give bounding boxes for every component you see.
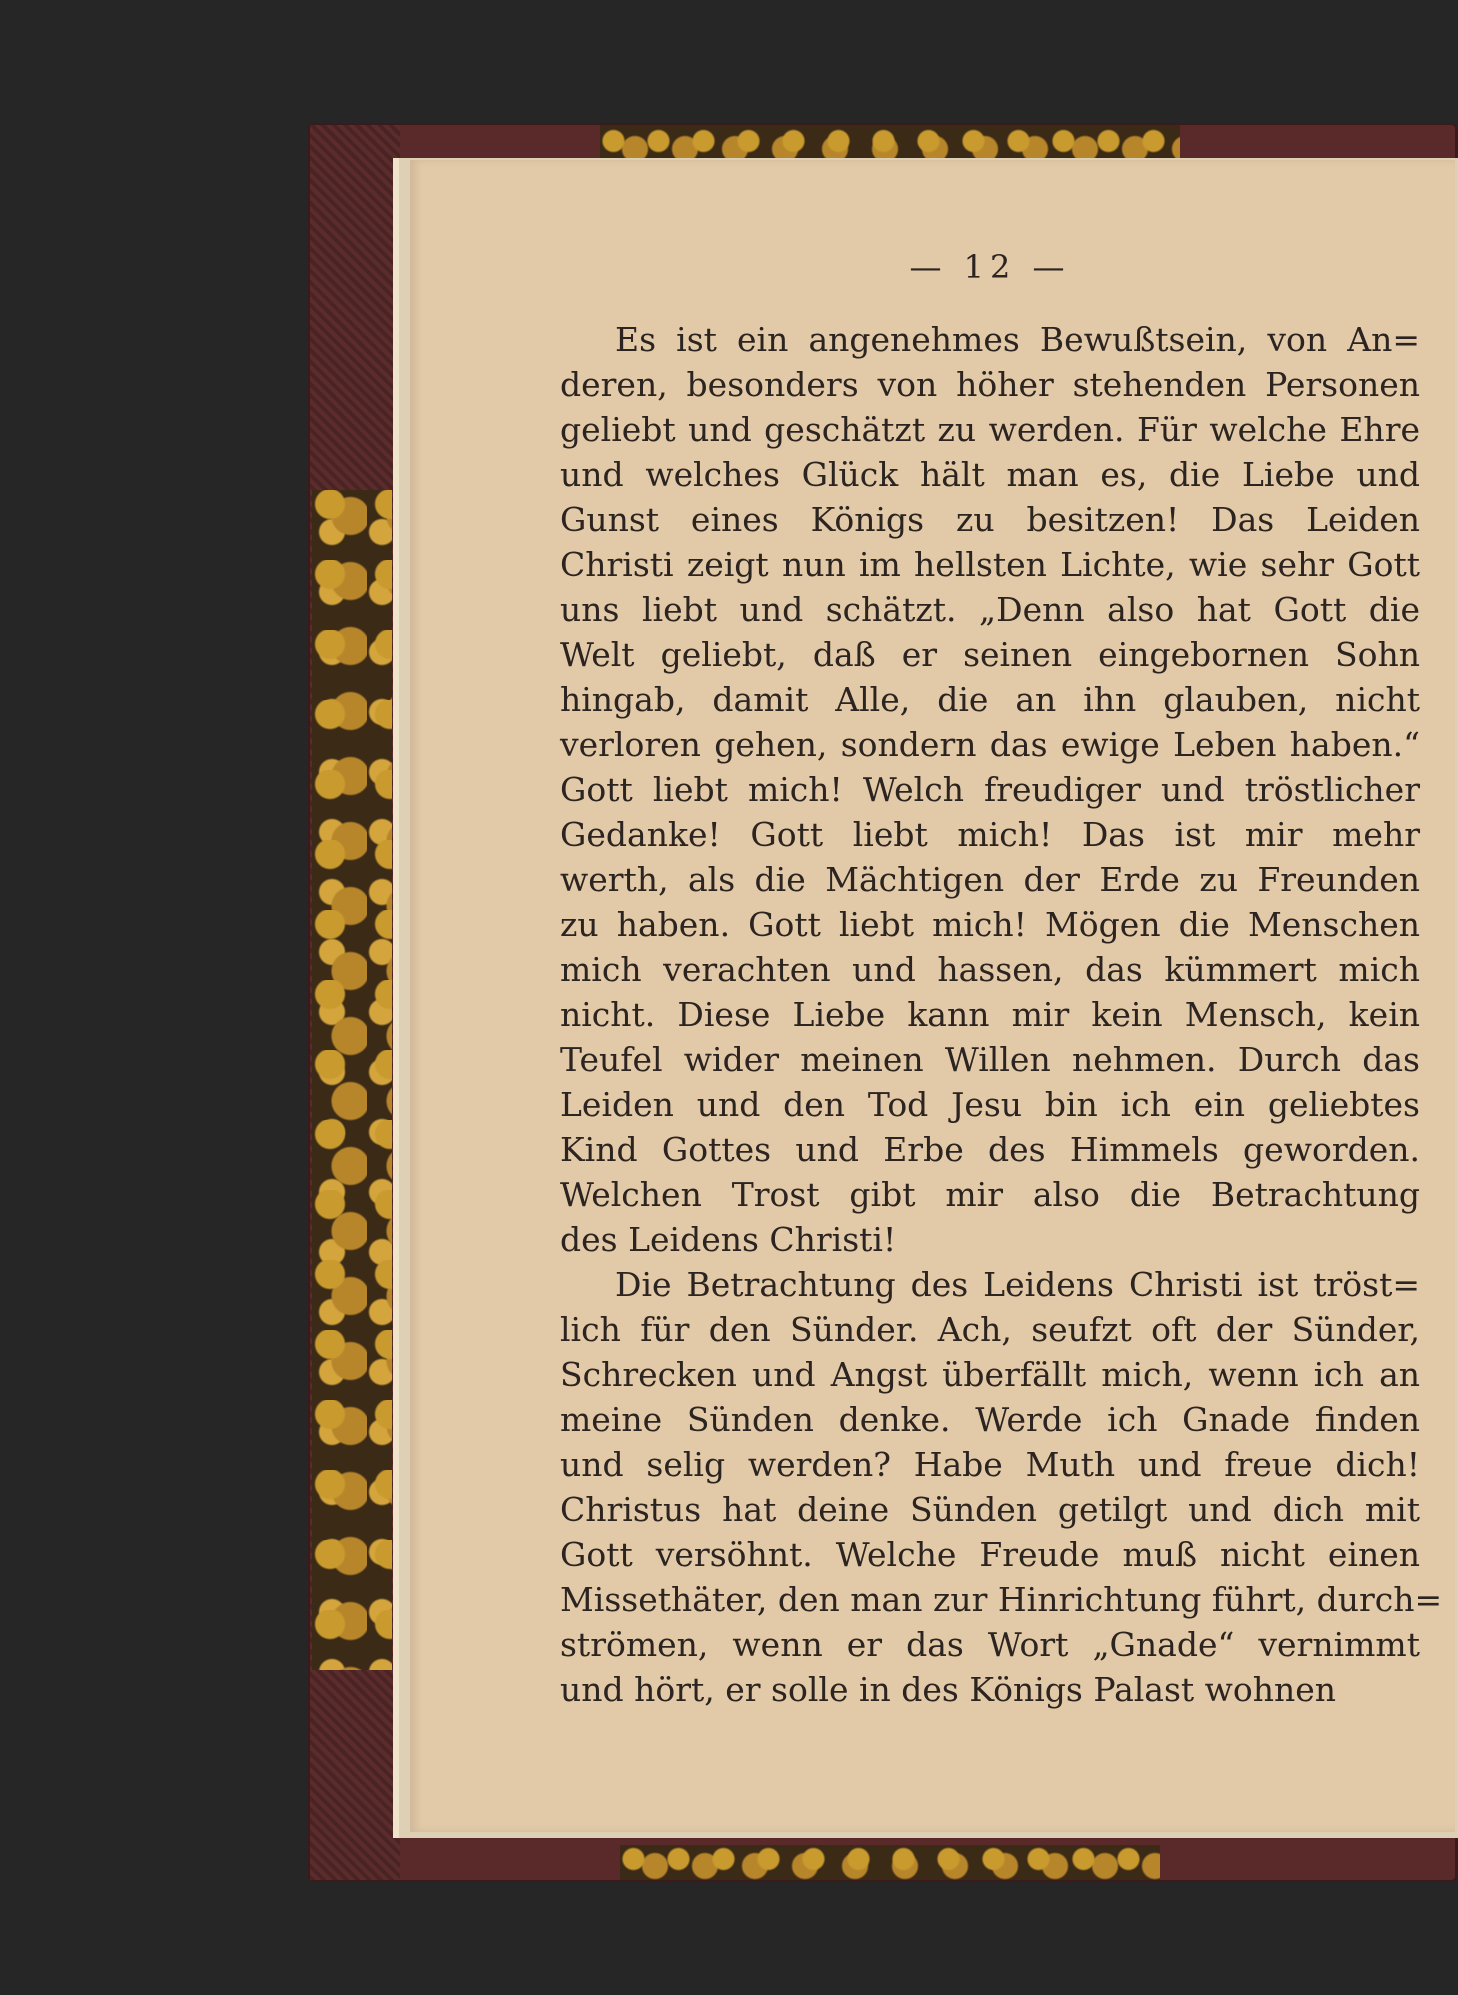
text-line: Christi zeigt nun im hellsten Lichte, wie sehr Gott <box>560 545 1420 584</box>
text-line: Missethäter, den man zur Hinrichtung führt, durch= <box>560 1580 1443 1619</box>
text-line: und hört, er solle in des Königs Palast wohnen <box>560 1670 1337 1709</box>
text-line: werth, als die Mächtigen der Erde zu Freunden <box>560 860 1420 899</box>
text-line: des Leidens Christi! <box>560 1220 897 1259</box>
text-line: Gott versöhnt. Welche Freude muß nicht einen <box>560 1535 1420 1574</box>
text-line: Welt geliebt, daß er seinen eingebornen Sohn <box>560 635 1420 674</box>
text-line: meine Sünden denke. Werde ich Gnade finden <box>560 1400 1420 1439</box>
text-line: nicht. Diese Liebe kann mir kein Mensch, kein <box>560 995 1420 1034</box>
text-line: und selig werden? Habe Muth und freue dich! <box>560 1445 1420 1484</box>
text-line: Es ist ein angenehmes Bewußtsein, von An= <box>615 320 1420 359</box>
text-line: hingab, damit Alle, die an ihn glauben, nicht <box>560 680 1420 719</box>
text-line: Teufel wider meinen Willen nehmen. Durch das <box>560 1040 1420 1079</box>
text-line: deren, besonders von höher stehenden Personen <box>560 365 1420 404</box>
text-line: verloren gehen, sondern das ewige Leben haben.“ <box>560 725 1420 764</box>
text-line: zu haben. Gott liebt mich! Mögen die Menschen <box>560 905 1420 944</box>
page-number: — 12 — <box>909 248 1071 286</box>
text-line: strömen, wenn er das Wort „Gnade“ vernimmt <box>560 1625 1420 1664</box>
text-line: Gunst eines Königs zu besitzen! Das Leiden <box>560 500 1420 539</box>
text-line: und welches Glück hält man es, die Liebe und <box>560 455 1420 494</box>
text-line: Gott liebt mich! Welch freudiger und tröstlicher <box>560 770 1420 809</box>
marbled-edge-bottom <box>620 1845 1160 1880</box>
text-line: lich für den Sünder. Ach, seufzt oft der Sünder, <box>560 1310 1420 1349</box>
text-line: Kind Gottes und Erbe des Himmels geworden. <box>560 1130 1420 1169</box>
text-line: Leiden und den Tod Jesu bin ich ein geliebtes <box>560 1085 1420 1124</box>
text-line: Gedanke! Gott liebt mich! Das ist mir mehr <box>560 815 1420 854</box>
page-text <box>560 317 1443 1712</box>
text-line: uns liebt und schätzt. „Denn also hat Gott die <box>560 590 1420 629</box>
text-line: Die Betrachtung des Leidens Christi ist tröst= <box>615 1265 1420 1304</box>
text-line: Schrecken und Angst überfällt mich, wenn ich an <box>560 1355 1420 1394</box>
text-line: geliebt und geschätzt zu werden. Für welche Ehre <box>560 410 1420 449</box>
marbled-cover-left <box>312 490 392 1670</box>
text-line: mich verachten und hassen, das kümmert mich <box>560 950 1420 989</box>
text-line: Christus hat deine Sünden getilgt und dich mit <box>560 1490 1420 1529</box>
text-line: Welchen Trost gibt mir also die Betrachtung <box>560 1175 1420 1214</box>
